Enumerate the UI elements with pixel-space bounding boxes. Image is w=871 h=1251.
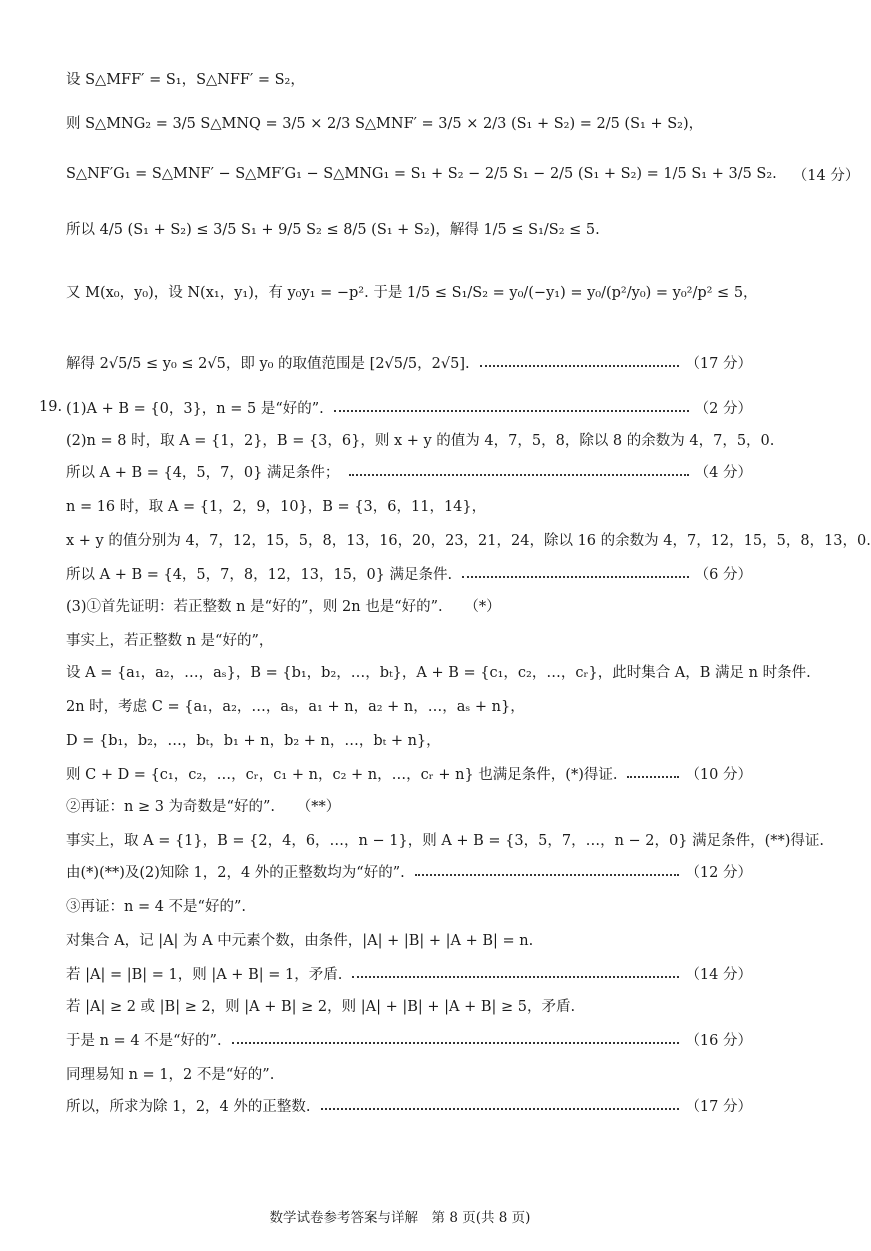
- leader-dots: [232, 1042, 680, 1044]
- line-n12: [66, 1061, 752, 1085]
- score-label: （4 分）: [694, 464, 752, 481]
- line-text: 解得 2√5/5 ≤ y₀ ≤ 2√5，即 y₀ 的取值范围是 [2√5/5，2√5].: [66, 355, 470, 372]
- leader-dots: [480, 365, 680, 367]
- line-set-d: [66, 727, 752, 751]
- line-q19-part2: [66, 427, 775, 451]
- line-text: (1)A + B = {0，3}，n = 5 是“好的”.: [66, 400, 324, 417]
- line-case2: [66, 993, 752, 1017]
- score-label: （17 分）: [685, 355, 752, 372]
- leader-dots: [415, 874, 680, 876]
- line-text: 事实上，若正整数 n 是“好的”，: [66, 632, 274, 649]
- line-text: (2)n = 8 时，取 A = {1，2}，B = {3，6}，则 x + y 的值为 4，7，5，8，除以 8 的余数为 4，7，5，0.: [66, 432, 775, 449]
- leader-dots: [462, 576, 689, 578]
- line-conclusion-good: [66, 859, 752, 883]
- line-text: 又 M(x₀，y₀)，设 N(x₁，y₁)，有 y₀y₁ = −p². 于是 1/5 ≤ S₁/S₂ = y₀/(−y₁) = y₀/(p²/y₀) = y₀²/p² ≤ 5，: [66, 284, 758, 301]
- line-area-mng2: [66, 98, 752, 146]
- score-label: （6 分）: [694, 566, 752, 583]
- line-text: 所以 A + B = {4，5，7，8，12，13，15，0} 满足条件.: [66, 566, 453, 583]
- line-text: 所以 4/5 (S₁ + S₂) ≤ 3/5 S₁ + 9/5 S₂ ≤ 8/5 (S₁ + S₂)，解得 1/5 ≤ S₁/S₂ ≤ 5.: [66, 221, 600, 238]
- line-n16-result: [66, 561, 752, 585]
- line-odd-claim: [66, 793, 752, 817]
- line-n4-result: [66, 1027, 752, 1051]
- line-n4-claim: [66, 893, 752, 917]
- score-label: （10 分）: [685, 766, 752, 783]
- line-text: n = 16 时，取 A = {1，2，9，10}，B = {3，6，11，14}，: [66, 498, 487, 515]
- line-text: 设 A = {a₁，a₂，…，aₛ}，B = {b₁，b₂，…，bₜ}，A + B = {c₁，c₂，…，cᵣ}，此时集合 A，B 满足 n 时条件.: [66, 664, 811, 681]
- line-n8-result: [66, 459, 752, 483]
- line-text: 所以，所求为除 1，2，4 外的正整数.: [66, 1098, 311, 1115]
- line-text: 所以 A + B = {4，5，7，0} 满足条件；: [66, 464, 340, 481]
- line-text: 同理易知 n = 1，2 不是“好的”.: [66, 1066, 275, 1083]
- score-label: （16 分）: [685, 1032, 752, 1049]
- line-text: 则 S△MNG₂ = 3/5 S△MNQ = 3/5 × 2/3 S△MNF′ = 3/5 × 2/3 (S₁ + S₂) = 2/5 (S₁ + S₂)，: [66, 115, 704, 132]
- line-case1: [66, 961, 752, 985]
- line-part3-claim: [66, 593, 752, 617]
- line-text: 由(*)(**)及(2)知除 1，2，4 外的正整数均为“好的”.: [66, 864, 405, 881]
- line-text: (3)①首先证明：若正整数 n 是“好的”，则 2n 也是“好的”. （*）: [66, 598, 501, 615]
- leader-dots: [352, 976, 679, 978]
- line-in-fact: [66, 627, 752, 651]
- line-cardinality: [66, 927, 752, 951]
- line-set-c: [66, 693, 752, 717]
- score-label: （17 分）: [685, 1098, 752, 1115]
- line-set-def: [66, 659, 811, 683]
- score-label: （14 分）: [685, 966, 752, 983]
- line-c-plus-d: [66, 761, 752, 785]
- line-q19-part1: 19. (1)A + B = {0，3}，n = 5 是“好的”. （2 分）: [66, 395, 752, 419]
- leader-dots: [321, 1108, 680, 1110]
- line-y0-range: [66, 338, 752, 386]
- line-text: ②再证：n ≥ 3 为奇数是“好的”. （**）: [66, 798, 341, 815]
- leader-dots: [627, 776, 679, 778]
- line-text: 若 |A| = |B| = 1，则 |A + B| = 1，矛盾.: [66, 966, 343, 983]
- line-area-nfg1: [66, 150, 860, 198]
- line-text: S△NF′G₁ = S△MNF′ − S△MF′G₁ − S△MNG₁ = S₁ + S₂ − 2/5 S₁ − 2/5 (S₁ + S₂) = 1/5 S₁ + 3/5 S₂.: [66, 166, 777, 182]
- line-text: 2n 时，考虑 C = {a₁，a₂，…，aₛ，a₁ + n，a₂ + n，…，aₛ + n}，: [66, 698, 525, 715]
- leader-dots: [349, 474, 688, 476]
- line-text: 若 |A| ≥ 2 或 |B| ≥ 2，则 |A + B| ≥ 2，则 |A| + |B| + |A + B| ≥ 5，矛盾.: [66, 998, 576, 1015]
- line-text: x + y 的值分别为 4，7，12，15，5，8，13，16，20，23，21，24，除以 16 的余数为 4，7，12，15，5，8，13，0.: [66, 532, 871, 549]
- score-label: （12 分）: [685, 864, 752, 881]
- line-text: 设 S△MFF′ = S₁，S△NFF′ = S₂，: [66, 71, 305, 88]
- line-text: 则 C + D = {c₁，c₂，…，cᵣ，c₁ + n，c₂ + n，…，cᵣ + n} 也满足条件，(*)得证.: [66, 766, 618, 783]
- line-text: D = {b₁，b₂，…，bₜ，b₁ + n，b₂ + n，…，bₜ + n}，: [66, 732, 441, 749]
- line-odd-proof: [66, 827, 824, 851]
- line-text: 对集合 A，记 |A| 为 A 中元素个数，由条件，|A| + |B| + |A + B| = n.: [66, 932, 534, 949]
- line-n16-values: [66, 527, 871, 551]
- page-footer: 数学试卷参考答案与详解 第 8 页(共 8 页): [269, 1210, 531, 1226]
- score-label: （2 分）: [694, 400, 752, 417]
- line-text: 于是 n = 4 不是“好的”.: [66, 1032, 222, 1049]
- line-inequality: [66, 204, 752, 252]
- line-n16: [66, 493, 752, 517]
- score-label: （14 分）: [792, 167, 860, 184]
- line-ratio: [66, 262, 758, 320]
- line-final: [66, 1093, 752, 1117]
- line-area-definitions: [66, 66, 752, 90]
- line-text: 事实上，取 A = {1}，B = {2，4，6，…，n − 1}，则 A + B = {3，5，7，…，n − 2，0} 满足条件，(**)得证.: [66, 832, 824, 849]
- leader-dots: [334, 410, 689, 412]
- line-text: ③再证：n = 4 不是“好的”.: [66, 898, 246, 915]
